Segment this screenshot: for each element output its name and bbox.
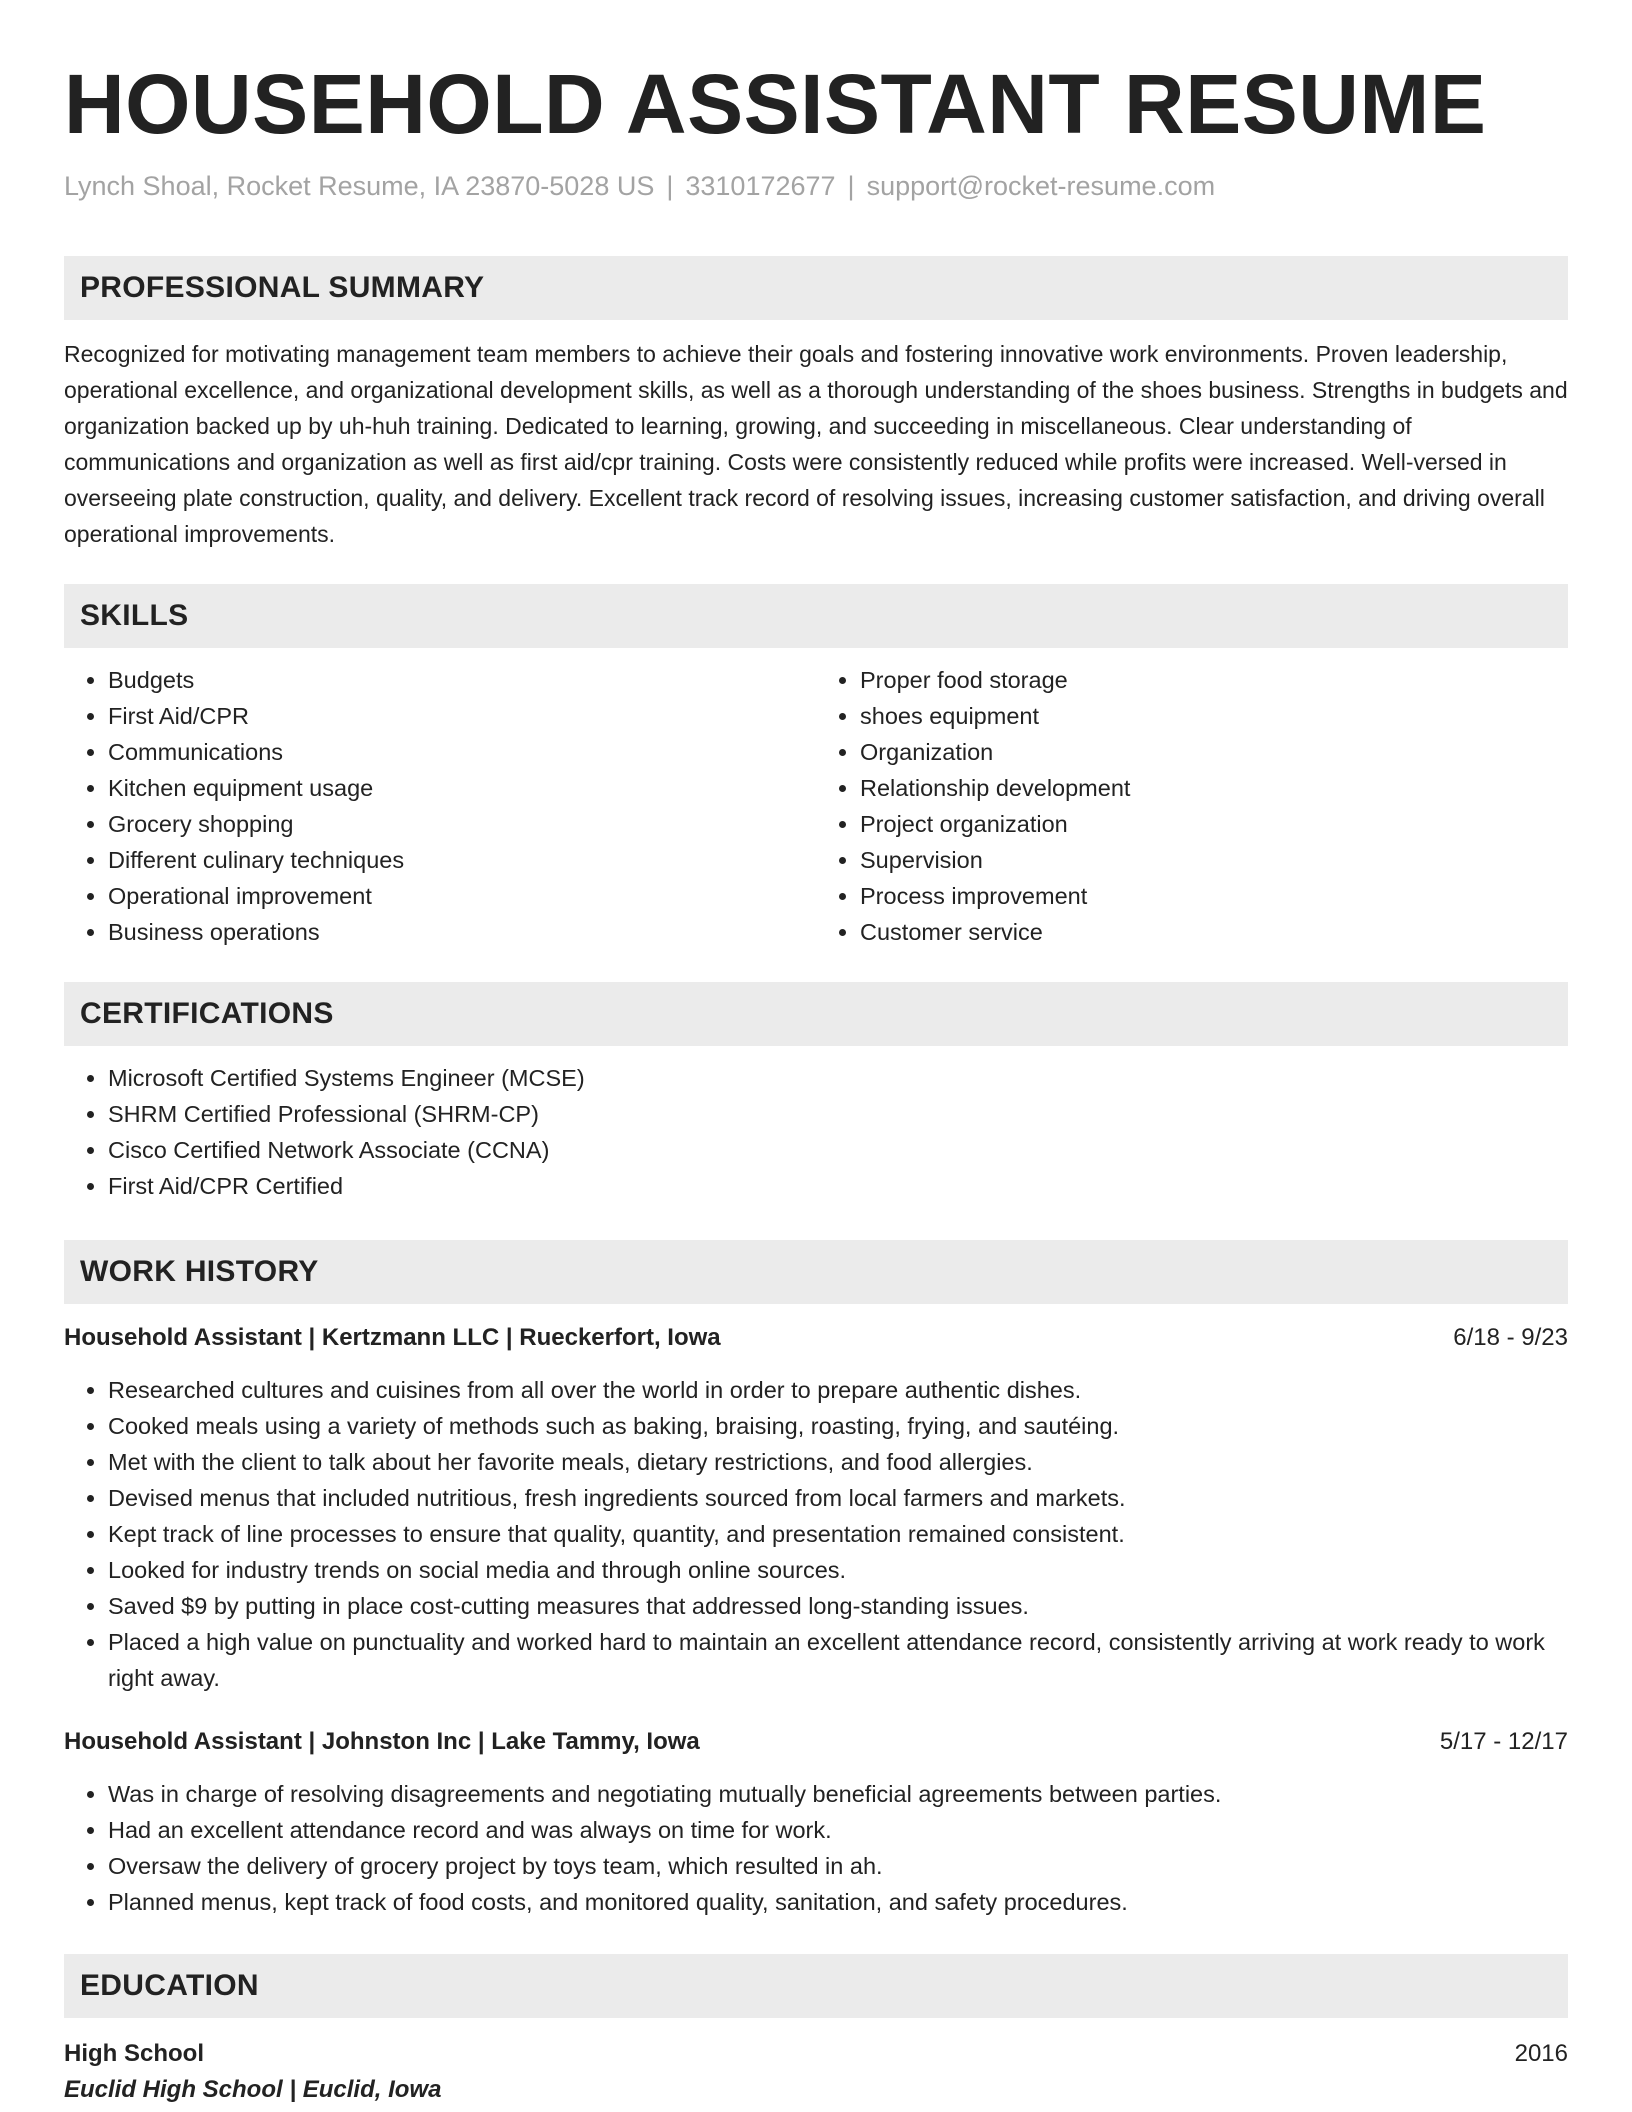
job-header [64,1724,1568,1760]
job-entry [64,1724,1568,1920]
job-dates: 5/17 - 12/17 [1439,1728,1568,1755]
education-school: Euclid High School | Euclid, Iowa [64,2076,442,2103]
job-header [64,1320,1568,1356]
job-bullet: • Cooked meals using a variety of methods such as baking, braising, roasting, frying, and sautéing. [108,1408,1568,1444]
job-entry [64,1320,1568,1696]
certification-item: • Cisco Certified Network Associate (CCNA) [108,1132,1568,1168]
certification-item: • SHRM Certified Professional (SHRM-CP) [108,1096,1568,1132]
skill-item: • Operational improvement [108,878,816,914]
job-bullet: • Looked for industry trends on social media and through online sources. [108,1552,1568,1588]
certifications-heading: CERTIFICATIONS [64,982,1568,1046]
job-bullet: • Was in charge of resolving disagreements and negotiating mutually beneficial agreements between parties. [108,1776,1568,1812]
education-degree: High School [64,2040,204,2067]
job-dates: 6/18 - 9/23 [1453,1324,1568,1351]
skill-item: • Kitchen equipment usage [108,770,816,806]
education-heading: EDUCATION [64,1954,1568,2018]
contact-separator: | [666,171,674,201]
skill-item: • Budgets [108,662,816,698]
skill-item: • Communications [108,734,816,770]
work-history-heading: WORK HISTORY [64,1240,1568,1304]
skills-list-left [64,662,816,950]
skill-item: • shoes equipment [860,698,1568,734]
contact-separator: | [847,171,855,201]
summary-heading: PROFESSIONAL SUMMARY [64,256,1568,320]
skill-item: • Proper food storage [860,662,1568,698]
resume-title: HOUSEHOLD ASSISTANT RESUME [64,57,1487,151]
job-title: Household Assistant | Johnston Inc | Lake Tammy, Iowa [64,1728,700,1755]
job-bullet: • Devised menus that included nutritious, fresh ingredients sourced from local farmers and markets. [108,1480,1568,1516]
skill-item: • Relationship development [860,770,1568,806]
job-bullet: • Had an excellent attendance record and was always on time for work. [108,1812,1568,1848]
summary-text: Recognized for motivating management team members to achieve their goals and fostering innovative work environments. Proven leadership, operational excellence, and organizational development skills, as well as a thorough understanding of the shoes business. Strengths in budgets and organization backed up by uh-huh training. Dedicated to learning, growing, and succeeding in miscellaneous. Clear understanding of communications and organization as well as first aid/cpr training. Costs were consistently reduced while profits were increased. Well-versed in overseeing plate construction, quality, and delivery. Excellent track record of resolving issues, increasing customer satisfaction, and driving overall operational improvements. [64,341,1568,547]
contact-address: Lynch Shoal, Rocket Resume, IA 23870-5028 US [64,171,655,201]
job-bullet: • Met with the client to talk about her favorite meals, dietary restrictions, and food allergies. [108,1444,1568,1480]
contact-phone: 3310172677 [685,171,836,201]
education-header [64,2036,1568,2072]
certifications-list [64,1060,1568,1204]
skill-item: • Grocery shopping [108,806,816,842]
certification-item: • Microsoft Certified Systems Engineer (MCSE) [108,1060,1568,1096]
skill-item: • Customer service [860,914,1568,950]
job-bullet: • Planned menus, kept track of food costs, and monitored quality, sanitation, and safety procedures. [108,1884,1568,1920]
skill-item: • Project organization [860,806,1568,842]
contact-email: support@rocket-resume.com [866,171,1216,201]
job-title: Household Assistant | Kertzmann LLC | Rueckerfort, Iowa [64,1324,721,1351]
job-bullet: • Saved $9 by putting in place cost-cutting measures that addressed long-standing issues. [108,1588,1568,1624]
skills-list-right [816,662,1568,950]
skill-item: • Business operations [108,914,816,950]
certification-item: • First Aid/CPR Certified [108,1168,1568,1204]
job-bullet: • Researched cultures and cuisines from all over the world in order to prepare authentic dishes. [108,1372,1568,1408]
contact-line [64,168,1568,204]
skill-item: • First Aid/CPR [108,698,816,734]
skill-item: • Organization [860,734,1568,770]
skill-item: • Different culinary techniques [108,842,816,878]
job-bullet: • Kept track of line processes to ensure that quality, quantity, and presentation remained consistent. [108,1516,1568,1552]
job-bullet: • Oversaw the delivery of grocery project by toys team, which resulted in ah. [108,1848,1568,1884]
skills-heading: SKILLS [64,584,1568,648]
job-bullets [64,1776,1568,1920]
skill-item: • Process improvement [860,878,1568,914]
job-bullet: • Placed a high value on punctuality and worked hard to maintain an excellent attendance record, consistently arriving at work ready to work right away. [108,1624,1568,1696]
job-bullets [64,1372,1568,1696]
skill-item: • Supervision [860,842,1568,878]
skills-grid [64,662,1568,950]
education-year: 2016 [1514,2040,1568,2067]
